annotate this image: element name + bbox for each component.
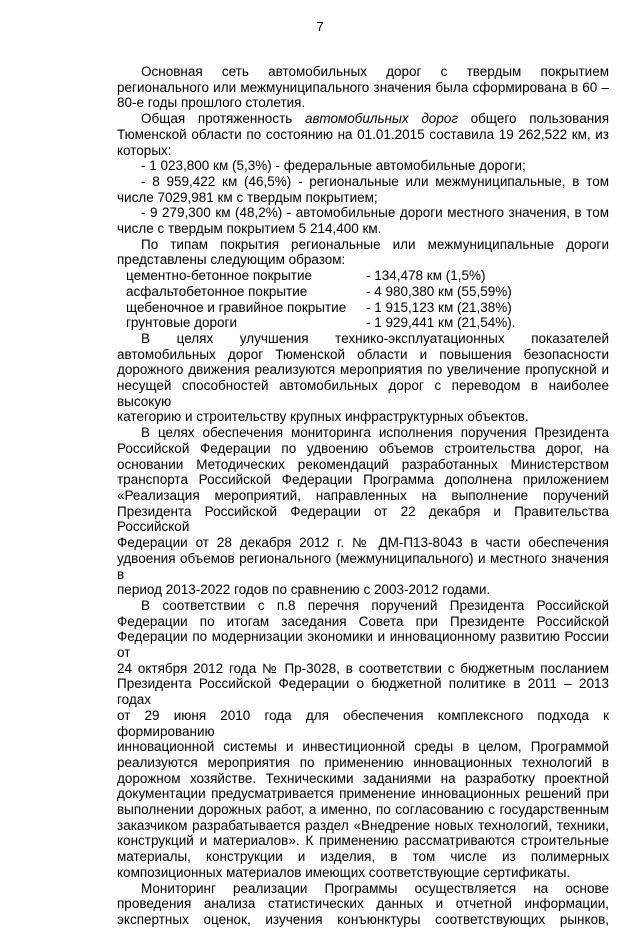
text-line: реализуются мероприятия по применению инновационных технологий в — [117, 754, 609, 770]
text-line: 80-е годы прошлого столетия. — [117, 95, 306, 111]
list-item: - 8 959,422 км (46,5%) - региональные или межмуниципальные, в том — [141, 173, 609, 189]
coverage-row — [117, 300, 609, 316]
coverage-type: цементно-бетонное покрытие — [126, 268, 313, 284]
text-line: удвоения объемов регионального (межмуниципального) и местного значения в — [117, 550, 609, 582]
text-line: дорожном хозяйстве. Техническими заданиями на разработку проектной — [117, 770, 609, 786]
list-item: - 1 023,800 км (5,3%) - федеральные автомобильные дороги; — [141, 158, 526, 174]
text-line: 24 октября 2012 года № Пр-3028, в соответствии с бюджетным посланием — [117, 660, 609, 676]
text-line: Президента Российской Федерации от 22 декабря и Правительства Российской — [117, 503, 609, 535]
list-item: - 9 279,300 км (48,2%) - автомобильные дороги местного значения, в том — [141, 205, 609, 221]
text-line: «Реализация мероприятий, направленных на выполнение поручений — [117, 487, 609, 503]
text-line: транспорта Российской Федерации Программа дополнена приложением — [117, 472, 609, 488]
coverage-value: - 1 929,441 км (21,54%). — [366, 315, 516, 331]
italic-term: автомобильных дорог — [304, 111, 458, 127]
coverage-value: - 134,478 км (1,5%) — [366, 268, 486, 284]
text-line: В целях улучшения технико-эксплуатационных показателей — [141, 330, 609, 346]
document-body — [117, 64, 609, 928]
coverage-row — [117, 268, 609, 284]
text-line: экспертных оценок, изучения конъюнктуры соответствующих рынков, — [117, 911, 609, 927]
text-line: выполнении дорожных работ, а именно, по согласованию с государственным — [117, 802, 609, 818]
text-line: Президента Российской Федерации о бюджетной политике в 2011 – 2013 годах — [117, 676, 609, 708]
text-line: В целях обеспечения мониторинга исполнения поручения Президента — [141, 425, 609, 441]
text-line: инновационной системы и инвестиционной среды в целом, Программой — [117, 739, 609, 755]
text-line: регионального или межмуниципального значения была сформирована в 60 – — [117, 79, 609, 95]
text-line: Основная сеть автомобильных дорог с твердым покрытием — [141, 64, 609, 79]
coverage-value: - 1 915,123 км (21,38%) — [366, 299, 512, 315]
text-line: проведения анализа статистических данных и отчетной информации, — [117, 896, 609, 912]
text-line: которых: — [117, 142, 172, 158]
text-line: Федерации от 28 декабря 2012 г. № ДМ-П13-8043 в части обеспечения — [117, 535, 609, 551]
text-line: В соответствии с п.8 перечня поручений Президента Российской — [141, 597, 609, 613]
text-line: Российской Федерации по удвоению объемов строительства дорог, на — [117, 440, 609, 456]
text-line: основании Методических рекомендаций разработанных Министерством — [117, 456, 609, 472]
text-line: Федерации по модернизации экономики и инновационному развитию России от — [117, 629, 609, 661]
text-line: композиционных материалов имеющих соответствующие сертификаты. — [117, 864, 571, 880]
text-line: несущей способностей автомобильных дорог с переводом в наиболее высокую — [117, 378, 609, 409]
text-line: автомобильных дорог Тюменской области и повышения безопасности — [117, 346, 609, 362]
text-line: от 29 июня 2010 года для обеспечения комплексного подхода к формированию — [117, 707, 609, 739]
text-line: документации предусматривается применение инновационных решений при — [117, 786, 609, 802]
text-line: числе с твердым покрытием 5 214,400 км. — [117, 221, 382, 237]
text-line: Тюменской области по состоянию на 01.01.2015 составила 19 262,522 км, из — [117, 126, 609, 142]
coverage-type: грунтовые дороги — [126, 315, 238, 331]
text-line: категорию и строительству крупных инфраструктурных объектов. — [117, 409, 529, 425]
coverage-row — [117, 284, 609, 300]
text-line: Общая протяженность автомобильных дорог общего пользования — [141, 111, 610, 127]
text-line: дорожного движения реализуются мероприятия по увеличение пропускной и — [117, 362, 609, 378]
coverage-value: - 4 980,380 км (55,59%) — [366, 283, 512, 299]
text-line: конструкций и материалов». К применению рассматриваются строительные — [117, 833, 609, 849]
coverage-type: щебеночное и гравийное покрытие — [126, 299, 347, 315]
text-line: представлены следующим образом: — [117, 252, 346, 268]
text-line: числе 7029,981 км с твердым покрытием; — [117, 189, 378, 205]
text-line: заказчиком разрабатывается раздел «Внедрение новых технологий, техники, — [117, 817, 609, 833]
text-line: Мониторинг реализации Программы осуществляется на основе — [141, 880, 609, 896]
text-line: По типам покрытия региональные или межмуниципальные дороги — [141, 236, 609, 252]
coverage-type: асфальтобетонное покрытие — [126, 283, 308, 299]
page-number: 7 — [316, 19, 324, 34]
text-line: Федерации по итогам заседания Совета при Президенте Российской — [117, 613, 609, 629]
coverage-row — [117, 315, 609, 331]
text-line: материалы, конструкции и изделия, в том числе из полимерных — [117, 849, 609, 865]
text-line: период 2013-2022 годов по сравнению с 2003-2012 годами. — [117, 582, 491, 598]
